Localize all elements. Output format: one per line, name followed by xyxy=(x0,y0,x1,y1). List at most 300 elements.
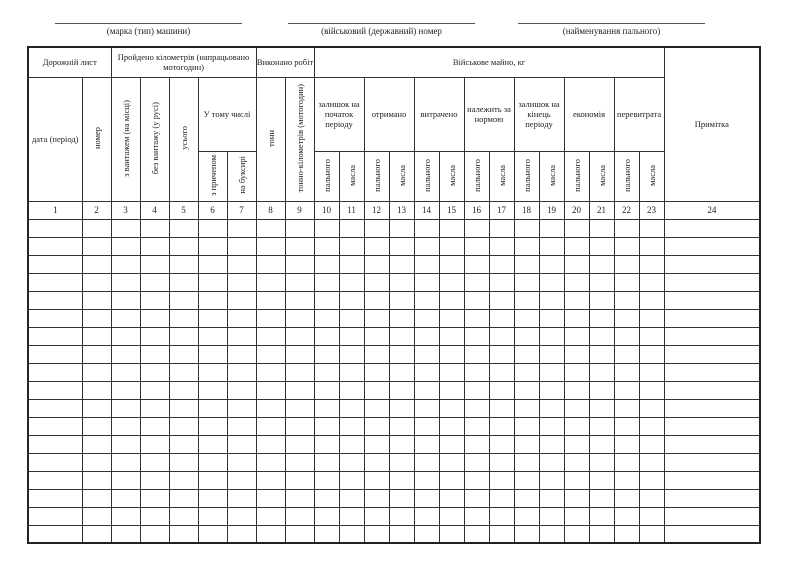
table-cell[interactable] xyxy=(256,237,285,255)
table-cell[interactable] xyxy=(539,255,564,273)
table-cell[interactable] xyxy=(140,291,169,309)
table-cell[interactable] xyxy=(639,219,664,237)
table-cell[interactable] xyxy=(198,327,227,345)
table-cell[interactable] xyxy=(664,363,760,381)
table-cell[interactable] xyxy=(589,525,614,543)
table-cell[interactable] xyxy=(256,345,285,363)
table-cell[interactable] xyxy=(285,525,314,543)
table-cell[interactable] xyxy=(389,471,414,489)
table-cell[interactable] xyxy=(439,255,464,273)
table-cell[interactable] xyxy=(514,417,539,435)
table-cell[interactable] xyxy=(339,525,364,543)
table-cell[interactable] xyxy=(464,327,489,345)
table-cell[interactable] xyxy=(539,525,564,543)
table-cell[interactable] xyxy=(339,435,364,453)
table-cell[interactable] xyxy=(111,363,140,381)
table-cell[interactable] xyxy=(489,417,514,435)
table-cell[interactable] xyxy=(514,381,539,399)
table-cell[interactable] xyxy=(111,417,140,435)
table-cell[interactable] xyxy=(339,489,364,507)
table-cell[interactable] xyxy=(82,309,111,327)
table-cell[interactable] xyxy=(256,453,285,471)
table-cell[interactable] xyxy=(514,435,539,453)
table-cell[interactable] xyxy=(169,507,198,525)
table-cell[interactable] xyxy=(314,453,339,471)
table-cell[interactable] xyxy=(439,507,464,525)
table-cell[interactable] xyxy=(389,345,414,363)
table-cell[interactable] xyxy=(514,237,539,255)
table-cell[interactable] xyxy=(439,489,464,507)
table-cell[interactable] xyxy=(111,525,140,543)
table-cell[interactable] xyxy=(489,381,514,399)
table-cell[interactable] xyxy=(314,237,339,255)
table-cell[interactable] xyxy=(82,453,111,471)
table-cell[interactable] xyxy=(227,345,256,363)
table-cell[interactable] xyxy=(140,399,169,417)
table-cell[interactable] xyxy=(364,525,389,543)
table-cell[interactable] xyxy=(364,327,389,345)
table-cell[interactable] xyxy=(285,435,314,453)
table-cell[interactable] xyxy=(198,489,227,507)
table-cell[interactable] xyxy=(664,507,760,525)
table-cell[interactable] xyxy=(314,525,339,543)
table-cell[interactable] xyxy=(614,525,639,543)
table-cell[interactable] xyxy=(285,507,314,525)
table-cell[interactable] xyxy=(514,273,539,291)
table-cell[interactable] xyxy=(489,309,514,327)
table-cell[interactable] xyxy=(314,507,339,525)
table-cell[interactable] xyxy=(564,471,589,489)
table-cell[interactable] xyxy=(539,399,564,417)
table-cell[interactable] xyxy=(639,507,664,525)
table-cell[interactable] xyxy=(314,417,339,435)
table-cell[interactable] xyxy=(364,363,389,381)
table-cell[interactable] xyxy=(439,417,464,435)
table-cell[interactable] xyxy=(539,237,564,255)
table-cell[interactable] xyxy=(564,219,589,237)
table-cell[interactable] xyxy=(389,399,414,417)
table-cell[interactable] xyxy=(198,273,227,291)
table-cell[interactable] xyxy=(414,435,439,453)
table-cell[interactable] xyxy=(256,507,285,525)
table-cell[interactable] xyxy=(414,471,439,489)
table-cell[interactable] xyxy=(614,345,639,363)
table-cell[interactable] xyxy=(464,381,489,399)
table-cell[interactable] xyxy=(227,309,256,327)
table-cell[interactable] xyxy=(227,291,256,309)
table-cell[interactable] xyxy=(169,309,198,327)
table-cell[interactable] xyxy=(414,255,439,273)
table-cell[interactable] xyxy=(514,507,539,525)
table-cell[interactable] xyxy=(639,273,664,291)
table-cell[interactable] xyxy=(414,507,439,525)
table-cell[interactable] xyxy=(256,363,285,381)
table-cell[interactable] xyxy=(285,327,314,345)
table-cell[interactable] xyxy=(28,489,82,507)
table-cell[interactable] xyxy=(489,237,514,255)
table-cell[interactable] xyxy=(227,219,256,237)
table-cell[interactable] xyxy=(227,417,256,435)
table-cell[interactable] xyxy=(256,273,285,291)
table-cell[interactable] xyxy=(614,255,639,273)
table-cell[interactable] xyxy=(339,327,364,345)
table-cell[interactable] xyxy=(198,237,227,255)
table-cell[interactable] xyxy=(489,525,514,543)
table-cell[interactable] xyxy=(614,237,639,255)
table-cell[interactable] xyxy=(464,489,489,507)
table-cell[interactable] xyxy=(389,237,414,255)
table-cell[interactable] xyxy=(539,309,564,327)
table-cell[interactable] xyxy=(169,435,198,453)
table-cell[interactable] xyxy=(564,237,589,255)
table-cell[interactable] xyxy=(464,435,489,453)
table-cell[interactable] xyxy=(489,399,514,417)
table-cell[interactable] xyxy=(256,327,285,345)
table-cell[interactable] xyxy=(464,525,489,543)
table-cell[interactable] xyxy=(414,453,439,471)
table-cell[interactable] xyxy=(82,291,111,309)
table-cell[interactable] xyxy=(285,453,314,471)
table-cell[interactable] xyxy=(439,381,464,399)
table-cell[interactable] xyxy=(111,381,140,399)
table-cell[interactable] xyxy=(389,489,414,507)
table-cell[interactable] xyxy=(227,399,256,417)
table-cell[interactable] xyxy=(539,327,564,345)
table-cell[interactable] xyxy=(364,255,389,273)
table-cell[interactable] xyxy=(364,381,389,399)
table-cell[interactable] xyxy=(256,471,285,489)
table-cell[interactable] xyxy=(169,237,198,255)
table-cell[interactable] xyxy=(389,363,414,381)
table-cell[interactable] xyxy=(564,417,589,435)
table-cell[interactable] xyxy=(140,273,169,291)
table-cell[interactable] xyxy=(639,291,664,309)
table-cell[interactable] xyxy=(339,345,364,363)
table-cell[interactable] xyxy=(564,255,589,273)
table-cell[interactable] xyxy=(614,309,639,327)
table-cell[interactable] xyxy=(82,435,111,453)
table-cell[interactable] xyxy=(439,435,464,453)
table-cell[interactable] xyxy=(169,453,198,471)
table-cell[interactable] xyxy=(589,381,614,399)
table-cell[interactable] xyxy=(589,219,614,237)
table-cell[interactable] xyxy=(339,363,364,381)
table-cell[interactable] xyxy=(82,381,111,399)
table-cell[interactable] xyxy=(564,327,589,345)
table-cell[interactable] xyxy=(28,453,82,471)
table-cell[interactable] xyxy=(285,237,314,255)
table-cell[interactable] xyxy=(364,453,389,471)
table-cell[interactable] xyxy=(28,363,82,381)
table-cell[interactable] xyxy=(389,327,414,345)
table-cell[interactable] xyxy=(364,489,389,507)
table-cell[interactable] xyxy=(82,489,111,507)
table-cell[interactable] xyxy=(339,219,364,237)
table-cell[interactable] xyxy=(514,471,539,489)
table-cell[interactable] xyxy=(339,291,364,309)
table-cell[interactable] xyxy=(514,291,539,309)
table-cell[interactable] xyxy=(414,237,439,255)
table-cell[interactable] xyxy=(111,291,140,309)
table-cell[interactable] xyxy=(614,417,639,435)
table-cell[interactable] xyxy=(339,471,364,489)
table-cell[interactable] xyxy=(539,291,564,309)
table-cell[interactable] xyxy=(227,471,256,489)
table-cell[interactable] xyxy=(314,489,339,507)
table-cell[interactable] xyxy=(314,363,339,381)
table-cell[interactable] xyxy=(639,309,664,327)
table-cell[interactable] xyxy=(664,255,760,273)
table-cell[interactable] xyxy=(169,345,198,363)
table-cell[interactable] xyxy=(664,435,760,453)
table-cell[interactable] xyxy=(589,489,614,507)
table-cell[interactable] xyxy=(564,507,589,525)
table-cell[interactable] xyxy=(140,381,169,399)
table-cell[interactable] xyxy=(256,435,285,453)
table-cell[interactable] xyxy=(464,453,489,471)
table-cell[interactable] xyxy=(639,381,664,399)
table-cell[interactable] xyxy=(664,399,760,417)
table-cell[interactable] xyxy=(664,417,760,435)
table-cell[interactable] xyxy=(339,309,364,327)
table-cell[interactable] xyxy=(539,489,564,507)
table-cell[interactable] xyxy=(198,507,227,525)
table-cell[interactable] xyxy=(314,435,339,453)
table-cell[interactable] xyxy=(489,489,514,507)
table-cell[interactable] xyxy=(464,399,489,417)
table-cell[interactable] xyxy=(140,453,169,471)
table-cell[interactable] xyxy=(389,255,414,273)
table-cell[interactable] xyxy=(111,309,140,327)
table-cell[interactable] xyxy=(140,525,169,543)
table-cell[interactable] xyxy=(227,525,256,543)
table-cell[interactable] xyxy=(82,273,111,291)
table-cell[interactable] xyxy=(314,399,339,417)
table-cell[interactable] xyxy=(140,507,169,525)
table-cell[interactable] xyxy=(82,399,111,417)
table-cell[interactable] xyxy=(639,453,664,471)
table-cell[interactable] xyxy=(414,525,439,543)
table-cell[interactable] xyxy=(111,399,140,417)
table-cell[interactable] xyxy=(389,291,414,309)
table-cell[interactable] xyxy=(664,489,760,507)
table-cell[interactable] xyxy=(489,435,514,453)
table-cell[interactable] xyxy=(614,489,639,507)
table-cell[interactable] xyxy=(389,309,414,327)
table-cell[interactable] xyxy=(198,525,227,543)
table-cell[interactable] xyxy=(439,219,464,237)
table-cell[interactable] xyxy=(539,417,564,435)
table-cell[interactable] xyxy=(364,309,389,327)
table-cell[interactable] xyxy=(28,345,82,363)
table-cell[interactable] xyxy=(364,291,389,309)
table-cell[interactable] xyxy=(82,255,111,273)
table-cell[interactable] xyxy=(439,345,464,363)
table-cell[interactable] xyxy=(285,399,314,417)
table-cell[interactable] xyxy=(111,489,140,507)
table-cell[interactable] xyxy=(639,327,664,345)
table-cell[interactable] xyxy=(389,453,414,471)
table-cell[interactable] xyxy=(614,507,639,525)
table-cell[interactable] xyxy=(514,399,539,417)
table-cell[interactable] xyxy=(198,435,227,453)
table-cell[interactable] xyxy=(439,291,464,309)
table-cell[interactable] xyxy=(169,471,198,489)
table-cell[interactable] xyxy=(169,381,198,399)
table-cell[interactable] xyxy=(514,219,539,237)
table-cell[interactable] xyxy=(198,363,227,381)
table-cell[interactable] xyxy=(82,327,111,345)
table-cell[interactable] xyxy=(111,435,140,453)
table-cell[interactable] xyxy=(389,381,414,399)
table-cell[interactable] xyxy=(285,255,314,273)
table-cell[interactable] xyxy=(414,399,439,417)
table-cell[interactable] xyxy=(614,273,639,291)
table-cell[interactable] xyxy=(664,291,760,309)
table-cell[interactable] xyxy=(539,219,564,237)
table-cell[interactable] xyxy=(285,489,314,507)
table-cell[interactable] xyxy=(169,327,198,345)
table-cell[interactable] xyxy=(198,381,227,399)
table-cell[interactable] xyxy=(439,363,464,381)
table-cell[interactable] xyxy=(539,471,564,489)
table-cell[interactable] xyxy=(227,255,256,273)
table-cell[interactable] xyxy=(364,471,389,489)
table-cell[interactable] xyxy=(169,489,198,507)
table-cell[interactable] xyxy=(464,237,489,255)
table-cell[interactable] xyxy=(564,399,589,417)
table-cell[interactable] xyxy=(198,291,227,309)
table-cell[interactable] xyxy=(111,327,140,345)
table-cell[interactable] xyxy=(489,327,514,345)
table-cell[interactable] xyxy=(664,309,760,327)
table-cell[interactable] xyxy=(614,219,639,237)
table-cell[interactable] xyxy=(614,327,639,345)
table-cell[interactable] xyxy=(198,399,227,417)
table-cell[interactable] xyxy=(227,363,256,381)
table-cell[interactable] xyxy=(339,507,364,525)
table-cell[interactable] xyxy=(439,399,464,417)
table-cell[interactable] xyxy=(28,327,82,345)
table-cell[interactable] xyxy=(664,525,760,543)
table-cell[interactable] xyxy=(439,327,464,345)
table-cell[interactable] xyxy=(664,219,760,237)
table-cell[interactable] xyxy=(389,507,414,525)
table-cell[interactable] xyxy=(339,453,364,471)
table-cell[interactable] xyxy=(198,219,227,237)
table-cell[interactable] xyxy=(256,525,285,543)
table-cell[interactable] xyxy=(364,345,389,363)
table-cell[interactable] xyxy=(169,525,198,543)
table-cell[interactable] xyxy=(28,507,82,525)
table-cell[interactable] xyxy=(28,255,82,273)
table-cell[interactable] xyxy=(489,345,514,363)
table-cell[interactable] xyxy=(285,363,314,381)
table-cell[interactable] xyxy=(414,345,439,363)
table-cell[interactable] xyxy=(589,399,614,417)
table-cell[interactable] xyxy=(227,435,256,453)
table-cell[interactable] xyxy=(256,489,285,507)
table-cell[interactable] xyxy=(82,507,111,525)
table-cell[interactable] xyxy=(364,435,389,453)
table-cell[interactable] xyxy=(514,255,539,273)
table-cell[interactable] xyxy=(285,345,314,363)
table-cell[interactable] xyxy=(285,309,314,327)
table-cell[interactable] xyxy=(539,507,564,525)
table-cell[interactable] xyxy=(589,345,614,363)
table-cell[interactable] xyxy=(489,453,514,471)
table-cell[interactable] xyxy=(539,273,564,291)
table-cell[interactable] xyxy=(639,255,664,273)
table-cell[interactable] xyxy=(198,453,227,471)
table-cell[interactable] xyxy=(564,363,589,381)
table-cell[interactable] xyxy=(589,417,614,435)
table-cell[interactable] xyxy=(227,327,256,345)
table-cell[interactable] xyxy=(514,363,539,381)
table-cell[interactable] xyxy=(140,471,169,489)
table-cell[interactable] xyxy=(169,255,198,273)
table-cell[interactable] xyxy=(414,327,439,345)
table-cell[interactable] xyxy=(614,363,639,381)
table-cell[interactable] xyxy=(439,309,464,327)
table-cell[interactable] xyxy=(639,417,664,435)
table-cell[interactable] xyxy=(140,237,169,255)
table-cell[interactable] xyxy=(539,435,564,453)
table-cell[interactable] xyxy=(111,219,140,237)
table-cell[interactable] xyxy=(564,489,589,507)
table-cell[interactable] xyxy=(514,327,539,345)
table-cell[interactable] xyxy=(664,471,760,489)
table-cell[interactable] xyxy=(539,453,564,471)
table-cell[interactable] xyxy=(639,363,664,381)
table-cell[interactable] xyxy=(285,381,314,399)
table-cell[interactable] xyxy=(464,471,489,489)
table-cell[interactable] xyxy=(564,273,589,291)
table-cell[interactable] xyxy=(339,273,364,291)
table-cell[interactable] xyxy=(439,453,464,471)
table-cell[interactable] xyxy=(285,291,314,309)
table-cell[interactable] xyxy=(364,417,389,435)
table-cell[interactable] xyxy=(28,237,82,255)
table-cell[interactable] xyxy=(339,255,364,273)
table-cell[interactable] xyxy=(589,273,614,291)
table-cell[interactable] xyxy=(414,273,439,291)
table-cell[interactable] xyxy=(364,219,389,237)
table-cell[interactable] xyxy=(82,219,111,237)
table-cell[interactable] xyxy=(389,219,414,237)
table-cell[interactable] xyxy=(285,417,314,435)
table-cell[interactable] xyxy=(639,471,664,489)
table-cell[interactable] xyxy=(28,435,82,453)
table-cell[interactable] xyxy=(198,309,227,327)
table-cell[interactable] xyxy=(227,237,256,255)
table-cell[interactable] xyxy=(564,345,589,363)
table-cell[interactable] xyxy=(464,345,489,363)
table-cell[interactable] xyxy=(414,309,439,327)
table-cell[interactable] xyxy=(314,327,339,345)
table-cell[interactable] xyxy=(140,417,169,435)
table-cell[interactable] xyxy=(169,219,198,237)
table-cell[interactable] xyxy=(339,417,364,435)
table-cell[interactable] xyxy=(639,345,664,363)
table-cell[interactable] xyxy=(489,471,514,489)
table-cell[interactable] xyxy=(539,381,564,399)
table-cell[interactable] xyxy=(314,471,339,489)
table-cell[interactable] xyxy=(256,255,285,273)
table-cell[interactable] xyxy=(82,471,111,489)
table-cell[interactable] xyxy=(140,363,169,381)
table-cell[interactable] xyxy=(140,489,169,507)
